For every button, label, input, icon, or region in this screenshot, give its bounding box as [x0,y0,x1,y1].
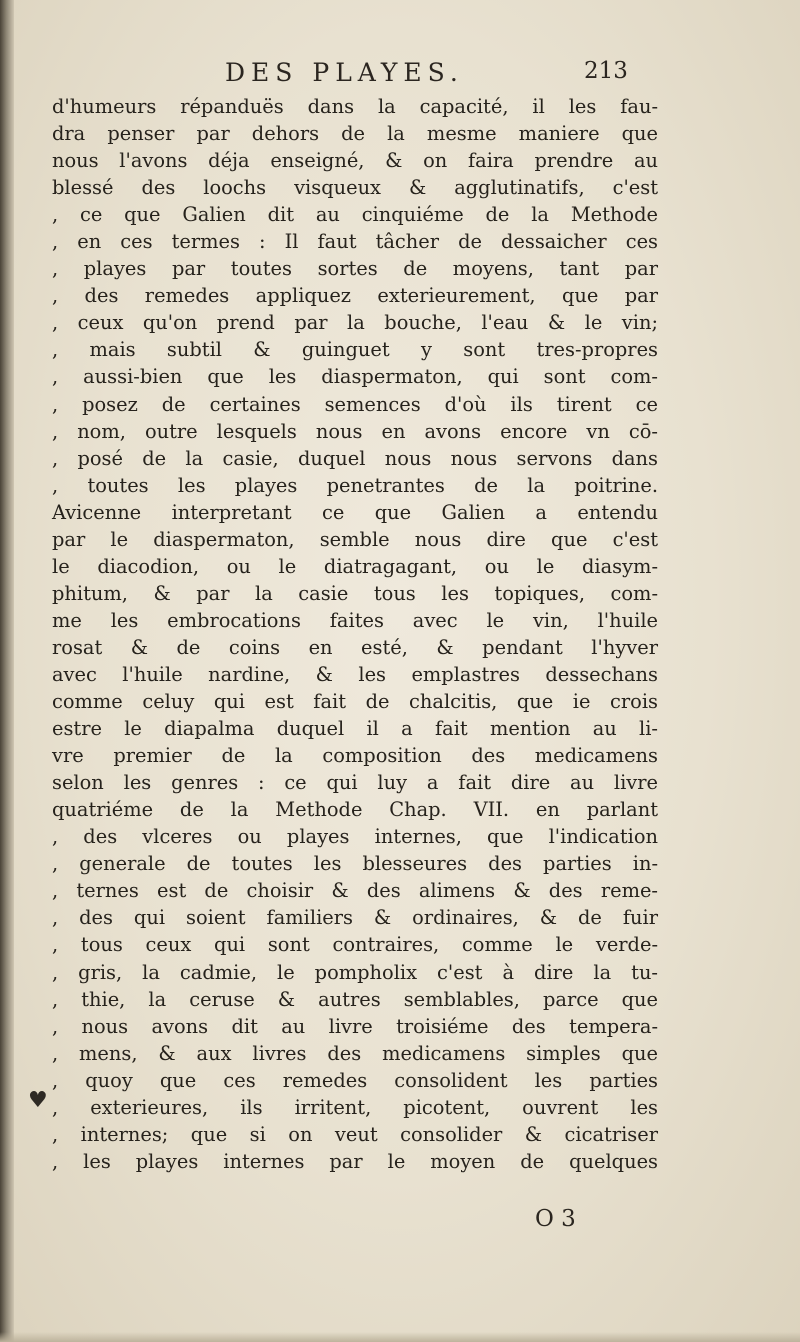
text-line: , generale de toutes les blesseures des parties in- [52,852,658,876]
text-line: vre premier de la composition des medicamens [52,744,658,768]
text-line: selon les genres : ce qui luy a fait dire au livre [52,771,658,795]
text-line: , mens, & aux livres des medicamens simples que [52,1041,658,1065]
text-line: , toutes les playes penetrantes de la poitrine. [52,473,658,497]
body-text [52,93,658,1175]
text-line: , des remedes appliquez exterieurement, que par [52,284,658,308]
margin-mark-icon: ♥ [28,1088,48,1113]
text-line: , ternes est de choisir & des alimens & des reme- [52,879,658,903]
text-line: , thie, la ceruse & autres semblables, parce que [52,987,658,1011]
text-line: , tous ceux qui sont contraires, comme le verde- [52,933,658,957]
text-line: phitum, & par la casie tous les topiques, com- [52,581,658,605]
page-number: 213 [584,58,628,84]
text-line: , internes; que si on veut consolider & cicatriser [52,1122,658,1146]
text-line: par le diaspermaton, semble nous dire que c'est [52,527,658,551]
binding-edge [0,0,14,1342]
text-line: estre le diapalma duquel il a fait mention au li- [52,717,658,741]
text-line: avec l'huile nardine, & les emplastres dessechans [52,662,658,686]
text-line: , exterieures, ils irritent, picotent, ouvrent les [52,1095,658,1119]
text-line: , aussi-bien que les diaspermaton, qui sont com- [52,365,658,389]
text-line: le diacodion, ou le diatragagant, ou le diasym- [52,554,658,578]
text-line: , posé de la casie, duquel nous nous servons dans [52,446,658,470]
text-line: , playes par toutes sortes de moyens, tant par [52,257,658,281]
text-line: , quoy que ces remedes consolident les parties [52,1068,658,1092]
text-line: quatriéme de la Methode Chap. VII. en parlant [52,798,658,822]
text-line: dra penser par dehors de la mesme maniere que [52,122,658,146]
text-line: , en ces termes : Il faut tâcher de dessaicher ces [52,230,658,254]
text-line: nous l'avons déja enseigné, & on faira prendre au [52,149,658,173]
running-title: DES PLAYES. [225,58,464,87]
text-line: , mais subtil & guinguet y sont tres-propres [52,338,658,362]
page-bottom-shadow [0,1332,800,1342]
text-line: , ce que Galien dit au cinquiéme de la Methode [52,203,658,227]
signature-mark: O 3 [535,1206,576,1232]
text-line: , posez de certaines semences d'où ils tirent ce [52,392,658,416]
text-line: , nom, outre lesquels nous en avons encore vn cō- [52,419,658,443]
text-line: rosat & de coins en esté, & pendant l'hyver [52,635,658,659]
text-line: Avicenne interpretant ce que Galien a entendu [52,500,658,524]
text-line: , des qui soient familiers & ordinaires, & de fuir [52,906,658,930]
running-head [0,58,800,92]
text-line: me les embrocations faites avec le vin, l'huile [52,608,658,632]
text-line: d'humeurs répanduës dans la capacité, il les fau- [52,95,658,118]
text-line: , nous avons dit au livre troisiéme des tempera- [52,1014,658,1038]
text-line: , les playes internes par le moyen de quelques [52,1149,658,1173]
text-line: blessé des loochs visqueux & agglutinatifs, c'est [52,176,658,200]
text-line: comme celuy qui est fait de chalcitis, que ie crois [52,690,658,714]
text-line: , gris, la cadmie, le pompholix c'est à dire la tu- [52,960,658,984]
text-line: , ceux qu'on prend par la bouche, l'eau & le vin; [52,311,658,335]
text-line: , des vlceres ou playes internes, que l'indication [52,825,658,849]
